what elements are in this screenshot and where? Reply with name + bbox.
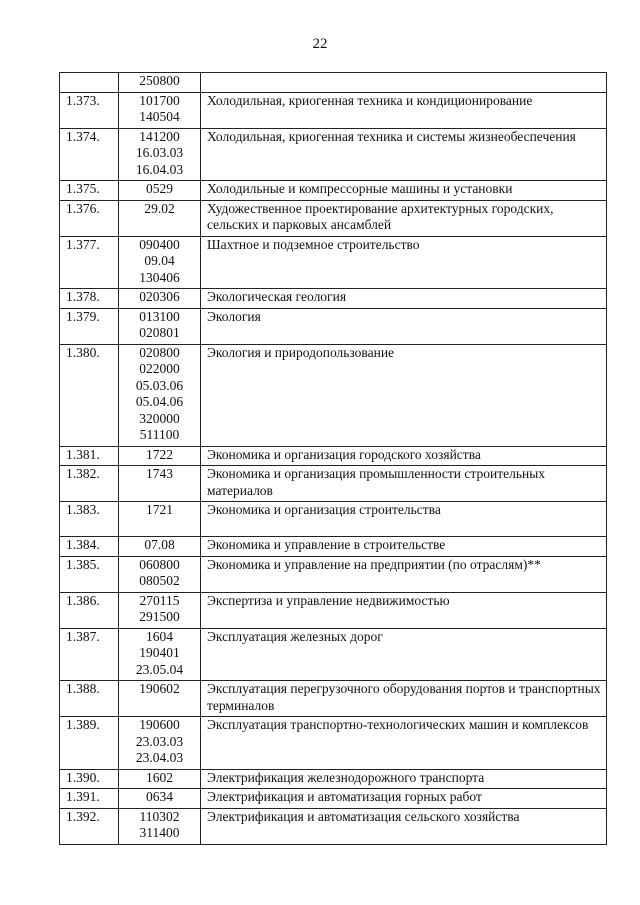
specialty-codes [119, 92, 201, 128]
specialty-codes [119, 556, 201, 592]
specialty-code: 020306 [139, 289, 180, 304]
specialty-name: Экономика и управление в строительстве [201, 537, 607, 557]
specialty-name: Холодильная, криогенная техника и системы жизнеобеспечения [201, 128, 607, 181]
specialty-name: Экономика и организация строительства [201, 502, 607, 537]
specialty-code: 190600 [139, 717, 180, 732]
table-row [60, 537, 607, 557]
specialty-code: 020801 [139, 325, 180, 340]
specialty-name: Электрификация железнодорожного транспорта [201, 769, 607, 789]
row-number: 1.390. [60, 769, 119, 789]
specialty-code: 311400 [139, 825, 180, 840]
specialty-code: 250800 [139, 73, 180, 88]
row-number: 1.374. [60, 128, 119, 181]
specialty-code: 23.04.03 [135, 750, 184, 765]
specialty-code: 1604 [146, 628, 173, 644]
table-row [60, 628, 607, 681]
row-number: 1.379. [60, 308, 119, 344]
specialty-code: 0634 [146, 789, 173, 804]
specialty-code: 29.02 [144, 200, 175, 216]
specialty-codes [119, 73, 201, 93]
table-row [60, 592, 607, 628]
specialty-code: 1722 [146, 446, 173, 462]
table-row [60, 73, 607, 93]
row-number [60, 73, 119, 93]
specialty-code: 141200 [139, 128, 180, 144]
specialty-code: 013100 [139, 308, 180, 324]
table-row [60, 717, 607, 770]
row-number: 1.382. [60, 466, 119, 502]
specialty-name: Эксплуатация перегрузочного оборудования портов и транспортных терминалов [201, 681, 607, 717]
page-number: 22 [312, 36, 328, 52]
specialty-code: 190401 [139, 645, 180, 660]
specialty-code: 022000 [139, 361, 180, 376]
specialty-code: 511100 [139, 427, 180, 442]
specialty-name: Шахтное и подземное строительство [201, 236, 607, 289]
specialty-code: 130406 [139, 269, 180, 285]
specialty-code: 23.05.04 [135, 661, 184, 677]
table-row [60, 466, 607, 502]
specialty-codes [119, 628, 201, 681]
row-number: 1.375. [60, 181, 119, 201]
table-row [60, 289, 607, 309]
table-row [60, 200, 607, 236]
specialty-codes [119, 769, 201, 789]
specialty-code: 0529 [146, 181, 173, 196]
specialty-codes [119, 717, 201, 770]
specialty-name: Эксплуатация железных дорог [201, 628, 607, 681]
specialty-name: Электрификация и автоматизация сельского хозяйства [201, 808, 607, 844]
table-row [60, 556, 607, 592]
specialty-codes [119, 789, 201, 809]
specialty-codes [119, 537, 201, 557]
row-number: 1.384. [60, 537, 119, 557]
specialty-codes [119, 592, 201, 628]
specialty-name: Экология и природопользование [201, 344, 607, 446]
specialty-code: 05.04.06 [135, 394, 184, 409]
row-number: 1.376. [60, 200, 119, 236]
row-number: 1.387. [60, 628, 119, 681]
specialty-name: Экономика и организация промышленности строительных материалов [201, 466, 607, 502]
specialty-name: Холодильная, криогенная техника и кондиционирование [201, 92, 607, 128]
specialty-code: 05.03.06 [135, 377, 184, 393]
table-row [60, 128, 607, 181]
table-row [60, 769, 607, 789]
specialty-code: 090400 [139, 236, 180, 252]
row-number: 1.383. [60, 502, 119, 537]
specialty-name: Экономика и организация городского хозяйства [201, 446, 607, 466]
specialty-name: Эксплуатация транспортно-технологических машин и комплексов [201, 717, 607, 770]
specialty-code: 110302 [139, 808, 180, 824]
specialty-code: 1743 [146, 466, 173, 481]
specialty-codes [119, 446, 201, 466]
specialty-code: 101700 [139, 92, 180, 108]
specialty-name: Холодильные и компрессорные машины и установки [201, 181, 607, 201]
row-number: 1.388. [60, 681, 119, 717]
table-row [60, 681, 607, 717]
specialty-codes [119, 181, 201, 201]
row-number: 1.381. [60, 446, 119, 466]
specialty-codes [119, 308, 201, 344]
specialty-name: Экспертиза и управление недвижимостью [201, 592, 607, 628]
specialty-code: 080502 [139, 573, 180, 588]
specialty-name [201, 73, 607, 93]
specialty-code: 09.04 [144, 253, 175, 268]
specialty-name: Художественное проектирование архитектурных городских, сельских и парковых ансамблей [201, 200, 607, 236]
table-row [60, 502, 607, 537]
row-number: 1.378. [60, 289, 119, 309]
specialty-code: 140504 [139, 109, 180, 124]
specialty-code: 190602 [139, 681, 180, 696]
specialty-codes [119, 236, 201, 289]
row-number: 1.380. [60, 344, 119, 446]
specialty-codes [119, 808, 201, 844]
specialty-table-body [60, 73, 607, 845]
specialty-name: Экологическая геология [201, 289, 607, 309]
row-number: 1.386. [60, 592, 119, 628]
specialty-code: 1602 [146, 769, 173, 785]
table-row [60, 344, 607, 446]
table-row [60, 308, 607, 344]
specialty-code: 291500 [139, 609, 180, 624]
row-number: 1.391. [60, 789, 119, 809]
specialty-codes [119, 200, 201, 236]
specialty-code: 16.04.03 [135, 161, 184, 177]
specialty-code: 320000 [139, 410, 180, 426]
table-row [60, 181, 607, 201]
specialty-codes [119, 681, 201, 717]
specialty-code: 060800 [139, 556, 180, 572]
specialty-codes [119, 466, 201, 502]
row-number: 1.385. [60, 556, 119, 592]
row-number: 1.373. [60, 92, 119, 128]
specialty-code: 1721 [146, 502, 173, 517]
specialty-name: Экология [201, 308, 607, 344]
table-row [60, 808, 607, 844]
specialty-table [59, 72, 607, 845]
specialty-code: 07.08 [144, 537, 175, 552]
table-row [60, 92, 607, 128]
specialty-codes [119, 502, 201, 537]
table-row [60, 446, 607, 466]
specialty-codes [119, 289, 201, 309]
row-number: 1.392. [60, 808, 119, 844]
specialty-code: 270115 [139, 592, 180, 608]
specialty-codes [119, 128, 201, 181]
specialty-name: Экономика и управление на предприятии (по отраслям)** [201, 556, 607, 592]
table-row [60, 236, 607, 289]
specialty-code: 16.03.03 [135, 145, 184, 160]
row-number: 1.389. [60, 717, 119, 770]
row-number: 1.377. [60, 236, 119, 289]
specialty-name: Электрификация и автоматизация горных работ [201, 789, 607, 809]
specialty-code: 23.03.03 [135, 733, 184, 749]
specialty-code: 020800 [139, 344, 180, 360]
specialty-codes [119, 344, 201, 446]
table-row [60, 789, 607, 809]
